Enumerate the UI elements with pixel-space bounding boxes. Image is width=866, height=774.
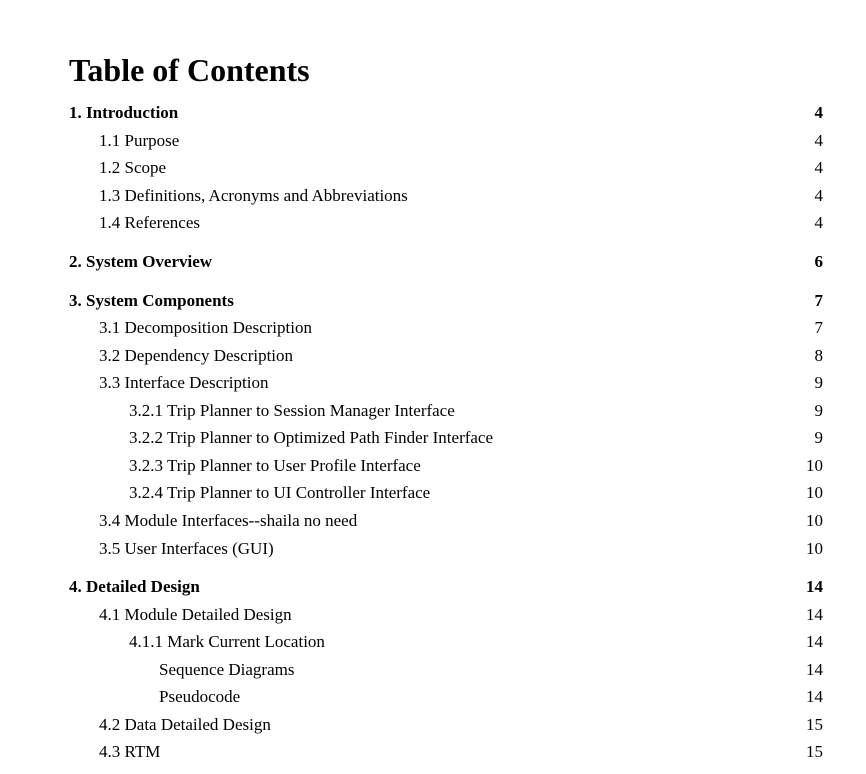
toc-entry-label: 1. Introduction xyxy=(69,103,179,122)
toc-entry-label: 4.2 Data Detailed Design xyxy=(99,715,271,734)
toc-entry-label: 1.4 References xyxy=(99,213,201,232)
toc-entry-page: 10 xyxy=(806,456,823,475)
toc-entry-page: 10 xyxy=(806,539,823,558)
toc-entry-page: 14 xyxy=(806,687,823,706)
toc-entry-data-detailed-design[interactable] xyxy=(0,713,866,737)
toc-entry-page: 9 xyxy=(814,401,823,420)
toc-entry-definitions[interactable] xyxy=(0,184,866,208)
toc-entry-page: 15 xyxy=(806,715,823,734)
toc-entry-ui-controller-interface[interactable] xyxy=(0,481,866,505)
toc-entry-path-finder-interface[interactable] xyxy=(0,426,866,450)
toc-entry-label: 4.3 RTM xyxy=(99,742,161,761)
toc-entry-page: 8 xyxy=(814,346,823,365)
toc-entry-decomposition-description[interactable] xyxy=(0,316,866,340)
toc-entry-system-components[interactable] xyxy=(0,289,866,313)
toc-entry-page: 14 xyxy=(806,660,823,679)
toc-entry-label: 1.2 Scope xyxy=(99,158,167,177)
toc-entry-label: 4.1.1 Mark Current Location xyxy=(129,632,325,651)
toc-entry-scope[interactable] xyxy=(0,156,866,180)
toc-entry-page: 4 xyxy=(814,213,823,232)
toc-entry-purpose[interactable] xyxy=(0,129,866,153)
page-title: Table of Contents xyxy=(69,52,310,88)
toc-entry-page: 14 xyxy=(806,605,823,624)
toc-entry-label: 3.2.2 Trip Planner to Optimized Path Finder Interface xyxy=(129,428,494,447)
toc-entry-mark-current-location[interactable] xyxy=(0,630,866,654)
toc-entry-label: Pseudocode xyxy=(159,687,241,706)
toc-entry-label: 3.2 Dependency Description xyxy=(99,346,294,365)
toc-entry-interface-description[interactable] xyxy=(0,371,866,395)
toc-entry-label: 1.3 Definitions, Acronyms and Abbreviations xyxy=(99,186,408,205)
toc-entry-label: 1.1 Purpose xyxy=(99,131,180,150)
toc-entry-dependency-description[interactable] xyxy=(0,344,866,368)
toc-entry-page: 4 xyxy=(814,158,823,177)
toc-entry-page: 9 xyxy=(814,428,823,447)
toc-entry-page: 4 xyxy=(814,103,823,122)
toc-entry-page: 10 xyxy=(806,483,823,502)
toc-entry-page: 10 xyxy=(806,511,823,530)
toc-entry-page: 7 xyxy=(814,291,823,310)
toc-entry-page: 4 xyxy=(814,131,823,150)
toc-entry-label: 4. Detailed Design xyxy=(69,577,200,596)
toc-entry-pseudocode[interactable] xyxy=(0,685,866,709)
toc-entry-label: 3.3 Interface Description xyxy=(99,373,269,392)
toc-entry-sequence-diagrams[interactable] xyxy=(0,658,866,682)
toc-entry-page: 4 xyxy=(814,186,823,205)
toc-entry-label: Sequence Diagrams xyxy=(159,660,295,679)
toc-entry-page: 6 xyxy=(814,252,823,271)
toc-entry-detailed-design[interactable] xyxy=(0,575,866,599)
toc-entry-page: 14 xyxy=(806,577,823,596)
toc-entry-label: 2. System Overview xyxy=(69,252,213,271)
toc-entry-label: 3.2.3 Trip Planner to User Profile Interface xyxy=(129,456,421,475)
toc-entry-session-manager-interface[interactable] xyxy=(0,399,866,423)
toc-entry-label: 4.1 Module Detailed Design xyxy=(99,605,292,624)
toc-entry-rtm[interactable] xyxy=(0,740,866,764)
toc-entry-page: 15 xyxy=(806,742,823,761)
toc-entry-page: 9 xyxy=(814,373,823,392)
toc-entry-label: 3.2.4 Trip Planner to UI Controller Interface xyxy=(129,483,431,502)
toc-entry-label: 3.1 Decomposition Description xyxy=(99,318,312,337)
toc-entry-label: 3. System Components xyxy=(69,291,234,310)
toc-entry-references[interactable] xyxy=(0,211,866,235)
toc-entry-label: 3.5 User Interfaces (GUI) xyxy=(99,539,274,558)
toc-entry-label: 3.4 Module Interfaces--shaila no need xyxy=(99,511,358,530)
toc-entry-page: 7 xyxy=(814,318,823,337)
toc-entry-module-detailed-design[interactable] xyxy=(0,603,866,627)
toc-entry-label: 3.2.1 Trip Planner to Session Manager Interface xyxy=(129,401,455,420)
toc-entry-introduction[interactable] xyxy=(0,101,866,125)
toc-entry-module-interfaces[interactable] xyxy=(0,509,866,533)
toc-entry-system-overview[interactable] xyxy=(0,250,866,274)
toc-entry-user-profile-interface[interactable] xyxy=(0,454,866,478)
toc-entry-page: 14 xyxy=(806,632,823,651)
toc-entry-user-interfaces[interactable] xyxy=(0,537,866,561)
